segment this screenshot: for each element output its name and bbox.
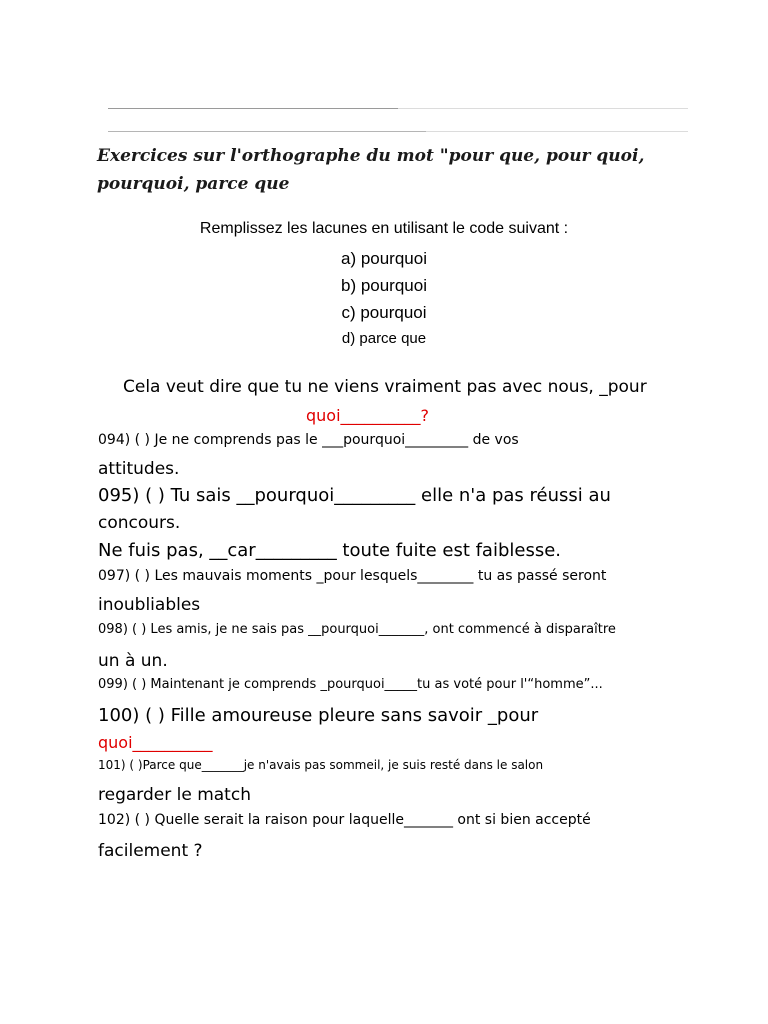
exercise-098-line2: un à un. bbox=[98, 651, 168, 671]
exercise-intro-answer: quoi__________? bbox=[306, 406, 430, 425]
exercise-094-line1: 094) ( ) Je ne comprends pas le ___pourquoi_________ de vos bbox=[98, 432, 519, 448]
exercise-100-line1: 100) ( ) Fille amoureuse pleure sans savoir _pour bbox=[98, 705, 539, 726]
document-title: Exercices sur l'orthographe du mot "pour que, pour quoi, pourquoi, parce que bbox=[97, 146, 645, 194]
second-rule bbox=[108, 131, 688, 132]
exercise-096-line1: Ne fuis pas, __car_________ toute fuite est faiblesse. bbox=[98, 540, 562, 561]
exercise-102-line1: 102) ( ) Quelle serait la raison pour laquelle_______ ont si bien accepté bbox=[98, 812, 591, 828]
exercise-102-line2: facilement ? bbox=[98, 841, 203, 861]
top-rule bbox=[108, 108, 688, 109]
option-b: b) pourquoi bbox=[340, 276, 427, 295]
exercise-099-line1: 099) ( ) Maintenant je comprends _pourquoi_____tu as voté pour l'“homme”... bbox=[98, 677, 603, 692]
exercise-094-line2: attitudes. bbox=[98, 459, 180, 479]
exercise-101-line1: 101) ( )Parce que_______je n'avais pas sommeil, je suis resté dans le salon bbox=[98, 758, 544, 772]
instruction-text: Remplissez les lacunes en utilisant le code suivant : bbox=[199, 220, 569, 237]
exercise-100-answer: quoi__________ bbox=[98, 733, 213, 752]
option-a: a) pourquoi bbox=[340, 249, 427, 268]
exercise-intro-line1: Cela veut dire que tu ne viens vraiment pas avec nous, _pour bbox=[123, 377, 647, 397]
exercise-097-line2: inoubliables bbox=[98, 595, 201, 615]
exercise-101-line2: regarder le match bbox=[98, 785, 251, 805]
exercise-095-line1: 095) ( ) Tu sais __pourquoi_________ elle n'a pas réussi au bbox=[98, 485, 611, 506]
option-c: c) pourquoi bbox=[341, 303, 427, 322]
exercise-098-line1: 098) ( ) Les amis, je ne sais pas __pourquoi_______, ont commencé à disparaître bbox=[98, 622, 616, 637]
exercise-095-line2: concours. bbox=[98, 513, 181, 533]
exercise-097-line1: 097) ( ) Les mauvais moments _pour lesquels________ tu as passé seront bbox=[98, 568, 607, 584]
option-d: d) parce que bbox=[341, 330, 427, 347]
